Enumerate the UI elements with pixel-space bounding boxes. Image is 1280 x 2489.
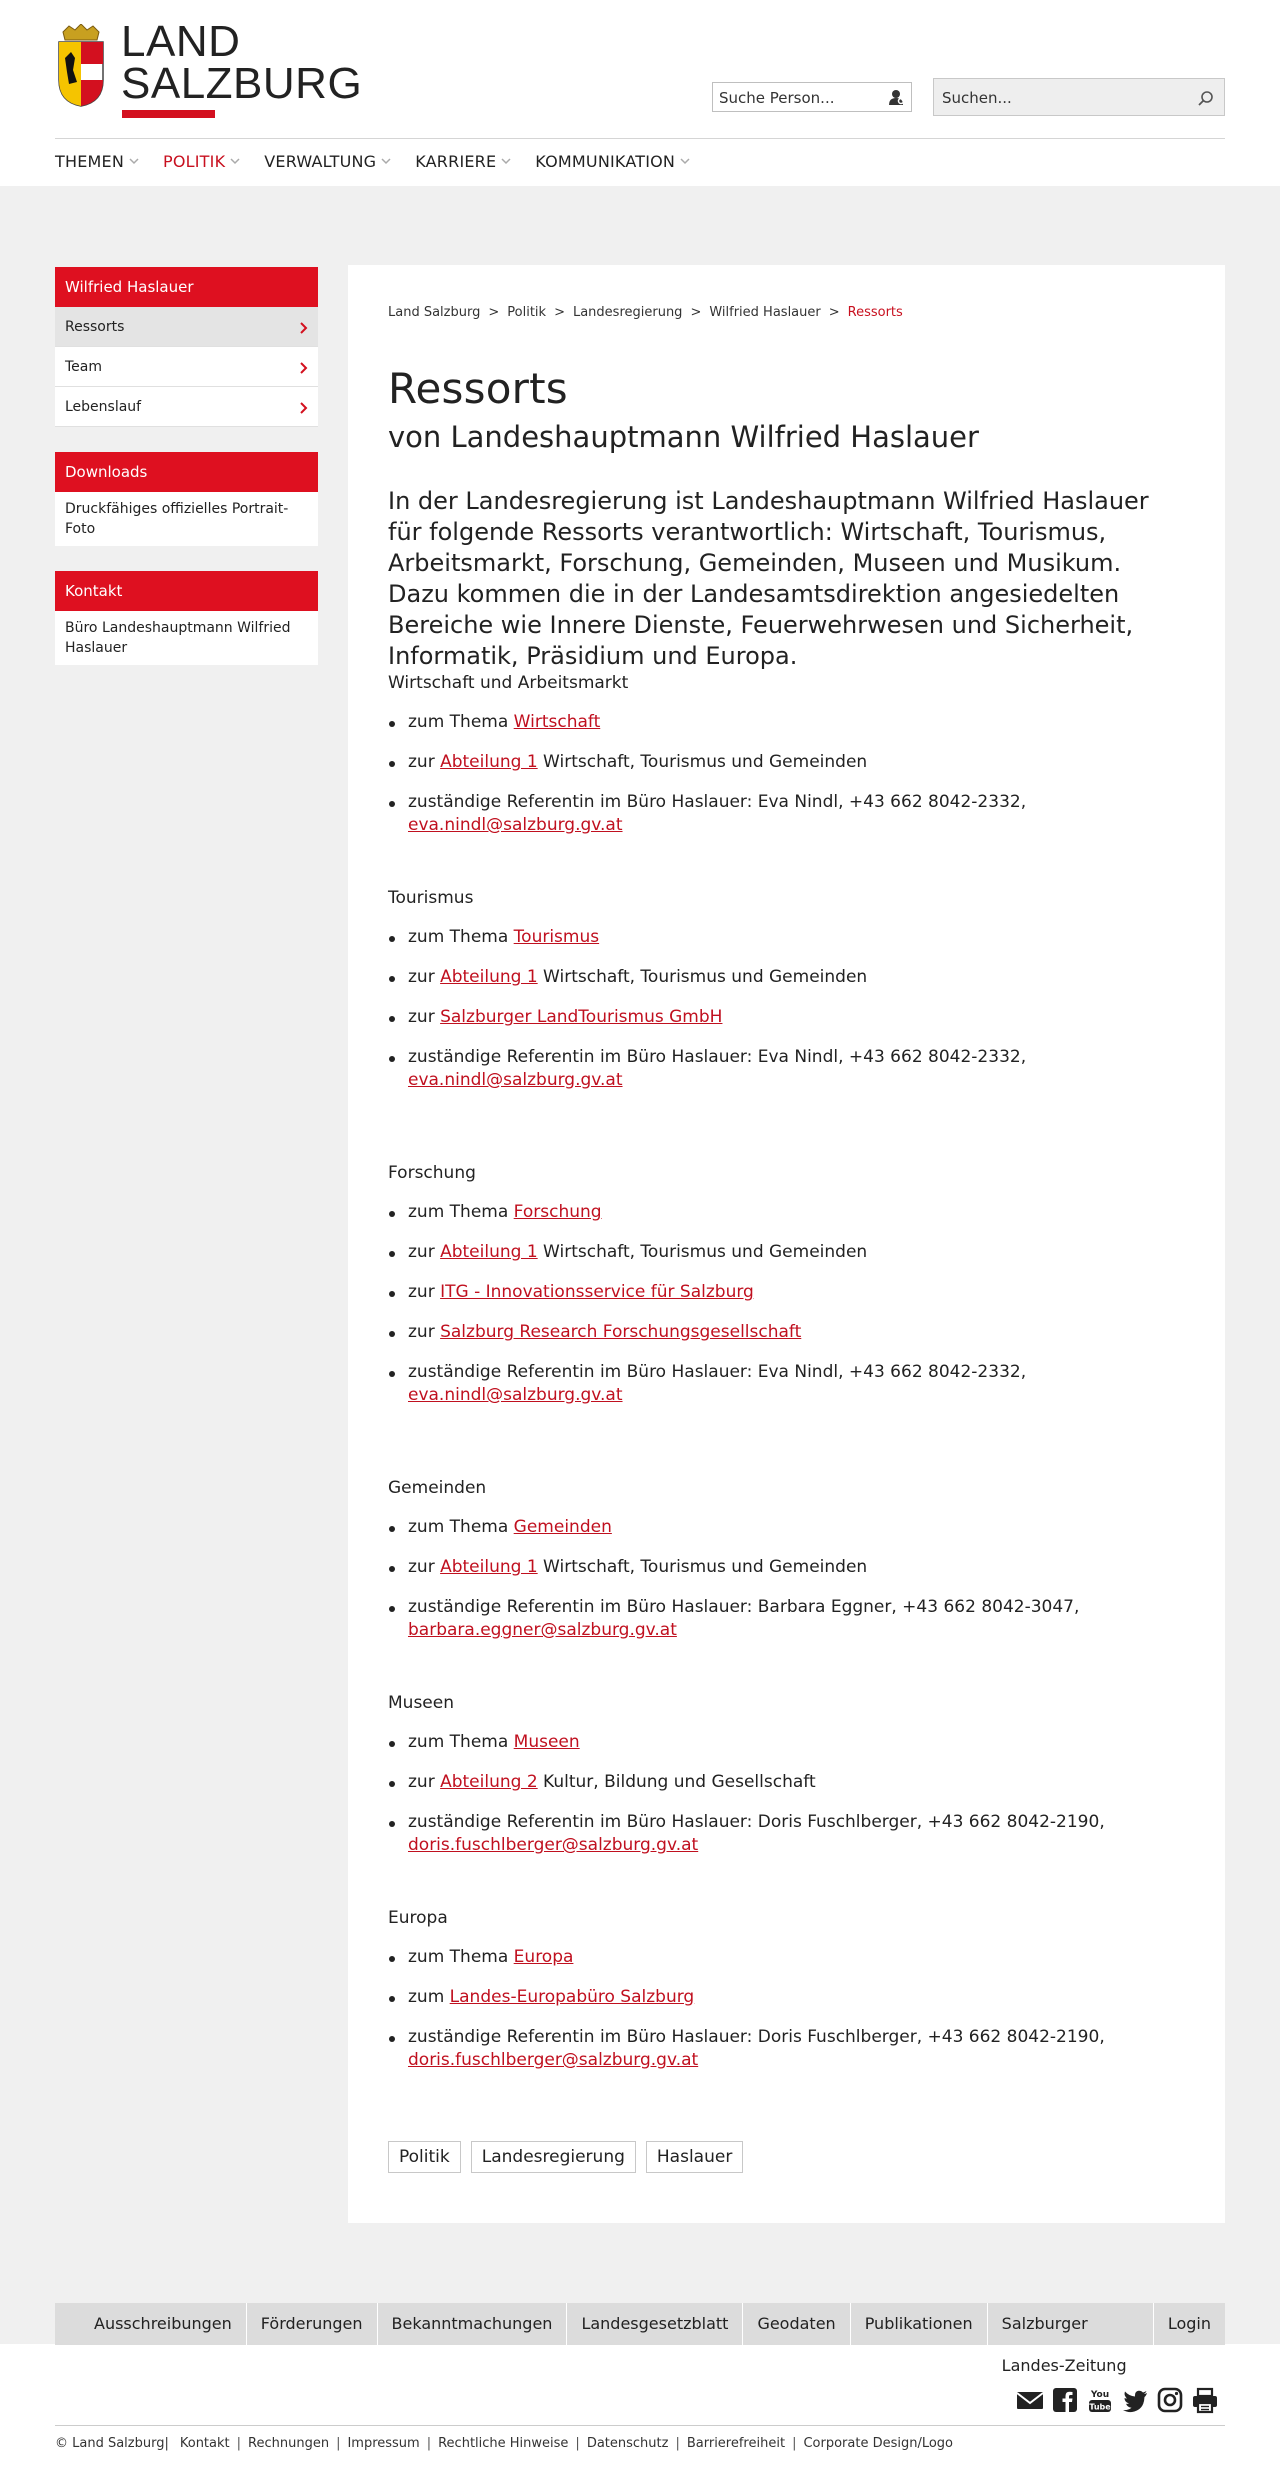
nav-label: THEMEN [55, 152, 124, 171]
legal-links [55, 2436, 953, 2451]
item-text: zur [408, 967, 441, 987]
link-abteilung-1[interactable]: Abteilung 1 [440, 752, 538, 772]
footer-link-ausschreibungen[interactable]: Ausschreibungen [80, 2303, 247, 2345]
tag-politik[interactable]: Politik [388, 2141, 461, 2173]
copyright: © Land Salzburg| [55, 2436, 169, 2451]
item-text: zuständige Referentin im Büro Haslauer: Eva Nindl, +43 662 8042-2332, [408, 792, 1027, 812]
breadcrumb-separator: > [554, 305, 565, 320]
nav-item-themen[interactable] [55, 152, 139, 171]
section-title: Tourismus [388, 888, 474, 908]
search-placeholder: Suchen... [942, 89, 1012, 107]
item-text: zur [408, 1242, 441, 1262]
legal-separator: | [675, 2436, 680, 2451]
section-list [388, 1946, 1188, 2072]
salzburg-crest-icon [57, 24, 105, 108]
item-text: zuständige Referentin im Büro Haslauer: Eva Nindl, +43 662 8042-2332, [408, 1047, 1027, 1067]
item-text: zuständige Referentin im Büro Haslauer: Doris Fuschlberger, +43 662 8042-2190, [408, 2027, 1105, 2047]
link-europa[interactable]: Europa [513, 1947, 574, 1967]
list-item [388, 1281, 1188, 1304]
item-text: Wirtschaft, Tourismus und Gemeinden [537, 1242, 868, 1262]
svg-text:Tube: Tube [1089, 2402, 1111, 2412]
email-link[interactable]: eva.nindl@salzburg.gv.at [408, 815, 623, 835]
logo-underline [122, 110, 215, 118]
nav-item-kommunikation[interactable] [535, 152, 690, 171]
item-text: zuständige Referentin im Büro Haslauer: Barbara Eggner, +43 662 8042-3047, [408, 1597, 1080, 1617]
section-list [388, 1201, 1188, 1407]
downloads-title: Downloads [55, 452, 318, 492]
link-salzburg-research[interactable]: Salzburg Research Forschungsgesellschaft [440, 1322, 802, 1342]
section-europa [388, 1908, 1188, 2089]
site-header [0, 0, 1280, 186]
item-text: Wirtschaft, Tourismus und Gemeinden [537, 967, 868, 987]
section-title: Wirtschaft und Arbeitsmarkt [388, 673, 629, 693]
link-gemeinden[interactable]: Gemeinden [513, 1517, 612, 1537]
nav-label: POLITIK [163, 152, 226, 171]
social-icons [1016, 2386, 1226, 2414]
item-text: zum Thema [408, 927, 514, 947]
list-item [388, 1006, 1188, 1029]
section-museen [388, 1693, 1188, 1874]
section-tourismus [388, 888, 1188, 1109]
page-subtitle: von Landeshauptmann Wilfried Haslauer [388, 420, 979, 454]
nav-label: KOMMUNIKATION [535, 152, 676, 171]
nav-item-verwaltung[interactable] [264, 152, 391, 171]
item-text: Wirtschaft, Tourismus und Gemeinden [537, 1557, 868, 1577]
email-link[interactable]: eva.nindl@salzburg.gv.at [408, 1070, 623, 1090]
tag-list [388, 2141, 753, 2173]
logo-line-1: LAND [121, 17, 241, 66]
main-navigation [55, 152, 714, 171]
main-content [348, 265, 1225, 2223]
legal-link-datenschutz[interactable]: Datenschutz [586, 2436, 669, 2451]
list-item [388, 1046, 1188, 1092]
link-abteilung-1[interactable]: Abteilung 1 [440, 1242, 538, 1262]
list-item [388, 1241, 1188, 1264]
list-item [388, 2026, 1188, 2072]
legal-link-kontakt[interactable]: Kontakt [179, 2436, 230, 2451]
nav-divider [55, 138, 1225, 139]
search-person-placeholder: Suche Person... [719, 89, 835, 107]
breadcrumb-haslauer[interactable]: Wilfried Haslauer [709, 305, 821, 320]
link-abteilung-1[interactable]: Abteilung 1 [440, 1557, 538, 1577]
breadcrumb-land-salzburg[interactable]: Land Salzburg [388, 305, 481, 320]
list-item [388, 791, 1188, 837]
list-item [388, 1771, 1188, 1794]
item-text: zuständige Referentin im Büro Haslauer: Doris Fuschlberger, +43 662 8042-2190, [408, 1812, 1105, 1832]
item-text: zum [408, 1987, 450, 2007]
item-text: zur [408, 1007, 441, 1027]
item-text: zum Thema [408, 1517, 514, 1537]
link-wirtschaft[interactable]: Wirtschaft [513, 712, 601, 732]
item-text: zum Thema [408, 1202, 514, 1222]
email-link[interactable]: doris.fuschlberger@salzburg.gv.at [408, 1835, 699, 1855]
sidebar-item-label: Team [65, 359, 103, 375]
item-text: Kultur, Bildung und Gesellschaft [537, 1772, 816, 1792]
list-item [388, 1596, 1188, 1642]
footer-link-landes-zeitung[interactable]: Salzburger Landes-Zeitung [988, 2303, 1154, 2345]
legal-separator: | [426, 2436, 432, 2451]
section-list [388, 1516, 1188, 1642]
list-item [388, 1361, 1188, 1407]
section-gemeinden [388, 1478, 1188, 1659]
facebook-icon[interactable] [1051, 2386, 1079, 2414]
breadcrumb-landesregierung[interactable]: Landesregierung [572, 305, 683, 320]
item-text: zum Thema [408, 1947, 514, 1967]
item-text: zum Thema [408, 712, 514, 732]
logo-wordmark [121, 17, 363, 108]
chevron-down-icon [129, 158, 139, 165]
email-link[interactable]: doris.fuschlberger@salzburg.gv.at [408, 2050, 699, 2070]
kontakt-title: Kontakt [55, 571, 318, 611]
nav-item-politik[interactable] [163, 152, 240, 171]
legal-link-barrierefreiheit[interactable]: Barrierefreiheit [686, 2436, 786, 2451]
list-item [388, 751, 1188, 774]
sidebar-item-team[interactable] [55, 347, 318, 387]
list-item [388, 1986, 1188, 2009]
chevron-right-icon [300, 322, 308, 334]
item-text: zur [408, 1772, 441, 1792]
mail-icon[interactable] [1016, 2386, 1044, 2414]
item-text: zum Thema [408, 1732, 514, 1752]
legal-separator: | [336, 2436, 341, 2451]
legal-separator: | [236, 2436, 242, 2451]
link-abteilung-2[interactable]: Abteilung 2 [440, 1772, 538, 1792]
link-forschung[interactable]: Forschung [513, 1202, 602, 1222]
portrait-download-link[interactable]: Druckfähiges offizielles Portrait-Foto [55, 492, 318, 546]
sidebar-title-haslauer[interactable]: Wilfried Haslauer [55, 267, 318, 307]
land-salzburg-logo[interactable] [55, 17, 363, 122]
list-item [388, 1321, 1188, 1344]
sidebar-item-lebenslauf[interactable] [55, 387, 318, 427]
sidebar-item-ressorts[interactable] [55, 307, 318, 347]
nav-label: KARRIERE [415, 152, 497, 171]
sidebar [55, 267, 318, 690]
print-icon[interactable] [1191, 2386, 1219, 2414]
sidebar-downloads [55, 452, 318, 546]
footer-link-bekanntmachungen[interactable]: Bekanntmachungen [378, 2303, 568, 2345]
list-item [388, 966, 1188, 989]
section-forschung [388, 1163, 1188, 1424]
breadcrumb-separator: > [488, 305, 500, 320]
section-title: Forschung [388, 1163, 476, 1183]
legal-separator: | [575, 2436, 580, 2451]
chevron-down-icon [680, 158, 690, 165]
search-input[interactable] [933, 78, 1225, 116]
email-link[interactable]: barbara.eggner@salzburg.gv.at [408, 1620, 677, 1640]
footer-link-foerderungen[interactable]: Förderungen [247, 2303, 378, 2345]
list-item [388, 711, 1188, 734]
chevron-right-icon [300, 402, 308, 414]
link-europabuero[interactable]: Landes-Europabüro Salzburg [449, 1987, 695, 2007]
item-text: zur [408, 1557, 441, 1577]
footer-divider [55, 2425, 1225, 2426]
chevron-down-icon [381, 158, 391, 165]
legal-link-impressum[interactable]: Impressum [347, 2436, 420, 2451]
item-text: zur [408, 752, 441, 772]
legal-link-corporate-design[interactable]: Corporate Design/Logo [803, 2436, 954, 2451]
sidebar-item-label: Ressorts [65, 319, 125, 335]
tag-haslauer[interactable]: Haslauer [646, 2141, 743, 2173]
kontakt-link[interactable]: Büro Landeshauptmann Wilfried Haslauer [55, 611, 318, 665]
sidebar-menu [55, 267, 318, 427]
section-wirtschaft [388, 673, 1188, 854]
legal-separator: | [792, 2436, 797, 2451]
list-item [388, 1516, 1188, 1539]
breadcrumb-current: Ressorts [847, 305, 903, 320]
page-title: Ressorts [388, 364, 568, 413]
nav-label: VERWALTUNG [264, 152, 377, 171]
item-text: zuständige Referentin im Büro Haslauer: Eva Nindl, +43 662 8042-2332, [408, 1362, 1027, 1382]
link-landtourismus[interactable]: Salzburger LandTourismus GmbH [440, 1007, 723, 1027]
breadcrumb-separator: > [828, 305, 840, 320]
legal-link-rechtliche-hinweise[interactable]: Rechtliche Hinweise [438, 2436, 569, 2451]
list-item [388, 926, 1188, 949]
list-item [388, 1556, 1188, 1579]
item-text: Wirtschaft, Tourismus und Gemeinden [537, 752, 868, 772]
section-list [388, 711, 1188, 837]
tag-landesregierung[interactable]: Landesregierung [471, 2141, 636, 2173]
list-item [388, 1201, 1188, 1224]
link-itg[interactable]: ITG - Innovationsservice für Salzburg [440, 1282, 754, 1302]
link-tourismus[interactable]: Tourismus [513, 927, 600, 947]
footer-link-geodaten[interactable]: Geodaten [743, 2303, 850, 2345]
search-icon[interactable] [1198, 90, 1214, 106]
link-museen[interactable]: Museen [513, 1732, 580, 1752]
search-person-input[interactable] [712, 82, 912, 112]
section-title: Gemeinden [388, 1478, 487, 1498]
section-list [388, 926, 1188, 1092]
footer-link-publikationen[interactable]: Publikationen [851, 2303, 988, 2345]
twitter-icon[interactable] [1121, 2386, 1149, 2414]
list-item [388, 1946, 1188, 1969]
nav-item-karriere[interactable] [415, 152, 511, 171]
list-item [388, 1731, 1188, 1754]
chevron-down-icon [230, 158, 240, 165]
section-title: Europa [388, 1908, 448, 1928]
link-abteilung-1[interactable]: Abteilung 1 [440, 967, 538, 987]
svg-text:You: You [1090, 2390, 1110, 2400]
footer-link-login[interactable]: Login [1167, 2314, 1211, 2333]
person-search-icon[interactable] [889, 89, 905, 106]
item-text: zur [408, 1322, 441, 1342]
section-list [388, 1731, 1188, 1857]
footer-navigation [55, 2303, 1225, 2375]
logo-line-2: SALZBURG [121, 59, 363, 108]
list-item [388, 1811, 1188, 1857]
sidebar-kontakt [55, 571, 318, 665]
breadcrumb-politik[interactable]: Politik [507, 305, 547, 320]
legal-link-rechnungen[interactable]: Rechnungen [248, 2436, 330, 2451]
email-link[interactable]: eva.nindl@salzburg.gv.at [408, 1385, 623, 1405]
breadcrumb [388, 305, 903, 320]
section-title: Museen [388, 1693, 454, 1713]
youtube-icon[interactable] [1086, 2386, 1114, 2414]
item-text: zur [408, 1282, 441, 1302]
chevron-down-icon [501, 158, 511, 165]
intro-text: In der Landesregierung ist Landeshauptmann Wilfried Haslauer für folgende Ressorts verantwortlich: Wirtschaft, Tourismus, Arbeitsmarkt, Forschung, Gemeinden, Museen und Musikum. Dazu kommen die in der Landesamtsdirektion angesiedelten Bereiche wie Innere Dienste, Feuerwehrwesen und Sicherheit, Informatik, Präsidium und Europa. [388, 487, 1149, 670]
sidebar-item-label: Lebenslauf [65, 399, 142, 415]
breadcrumb-separator: > [690, 305, 702, 320]
instagram-icon[interactable] [1156, 2386, 1184, 2414]
footer-link-landesgesetzblatt[interactable]: Landesgesetzblatt [567, 2303, 743, 2345]
chevron-right-icon [300, 362, 308, 374]
